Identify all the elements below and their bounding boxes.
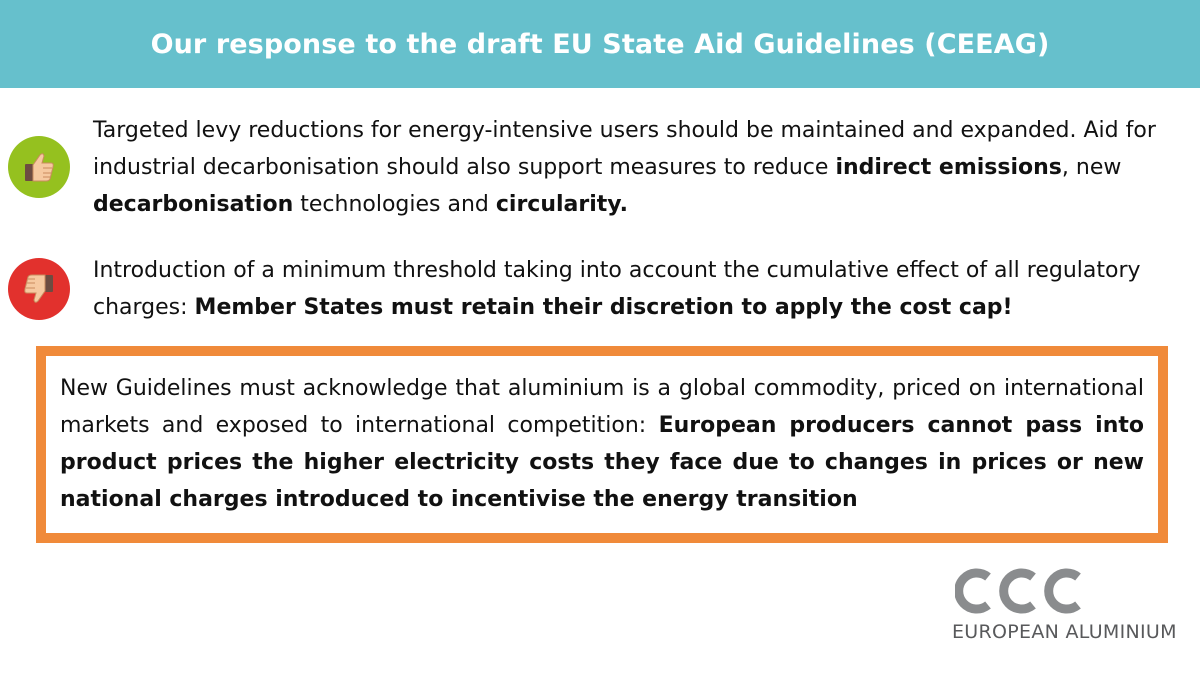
negative-point-text: Introduction of a minimum threshold taking into account the cumulative effect of all regulatory charges: Member States must retain their discretion to apply the cost cap! xyxy=(93,258,1141,320)
positive-point xyxy=(8,112,1188,227)
page-title: Our response to the draft EU State Aid Guidelines (CEEAG) xyxy=(150,28,1050,60)
header-banner xyxy=(0,0,1200,88)
positive-point-text: Targeted levy reductions for energy-intensive users should be maintained and expanded. Aid for industrial decarbonisation should also support measures to reduce indirect emissions, new decarbonisation technologies and circularity. xyxy=(93,118,1156,217)
european-aluminium-logo xyxy=(950,566,1180,656)
key-message-text: New Guidelines must acknowledge that aluminium is a global commodity, priced on international markets and exposed to international competition: European producers cannot pass into product prices the higher electricity costs they face due to changes in prices or new national charges introduced to incentivise the energy transition xyxy=(60,376,1144,512)
key-message-box xyxy=(36,346,1168,543)
thumbs-up-icon xyxy=(8,136,70,198)
thumbs-down-icon xyxy=(8,258,70,320)
logo-mark-icon xyxy=(955,566,1095,616)
negative-point xyxy=(8,252,1188,332)
logo-wordmark: EUROPEAN ALUMINIUM xyxy=(952,621,1177,643)
